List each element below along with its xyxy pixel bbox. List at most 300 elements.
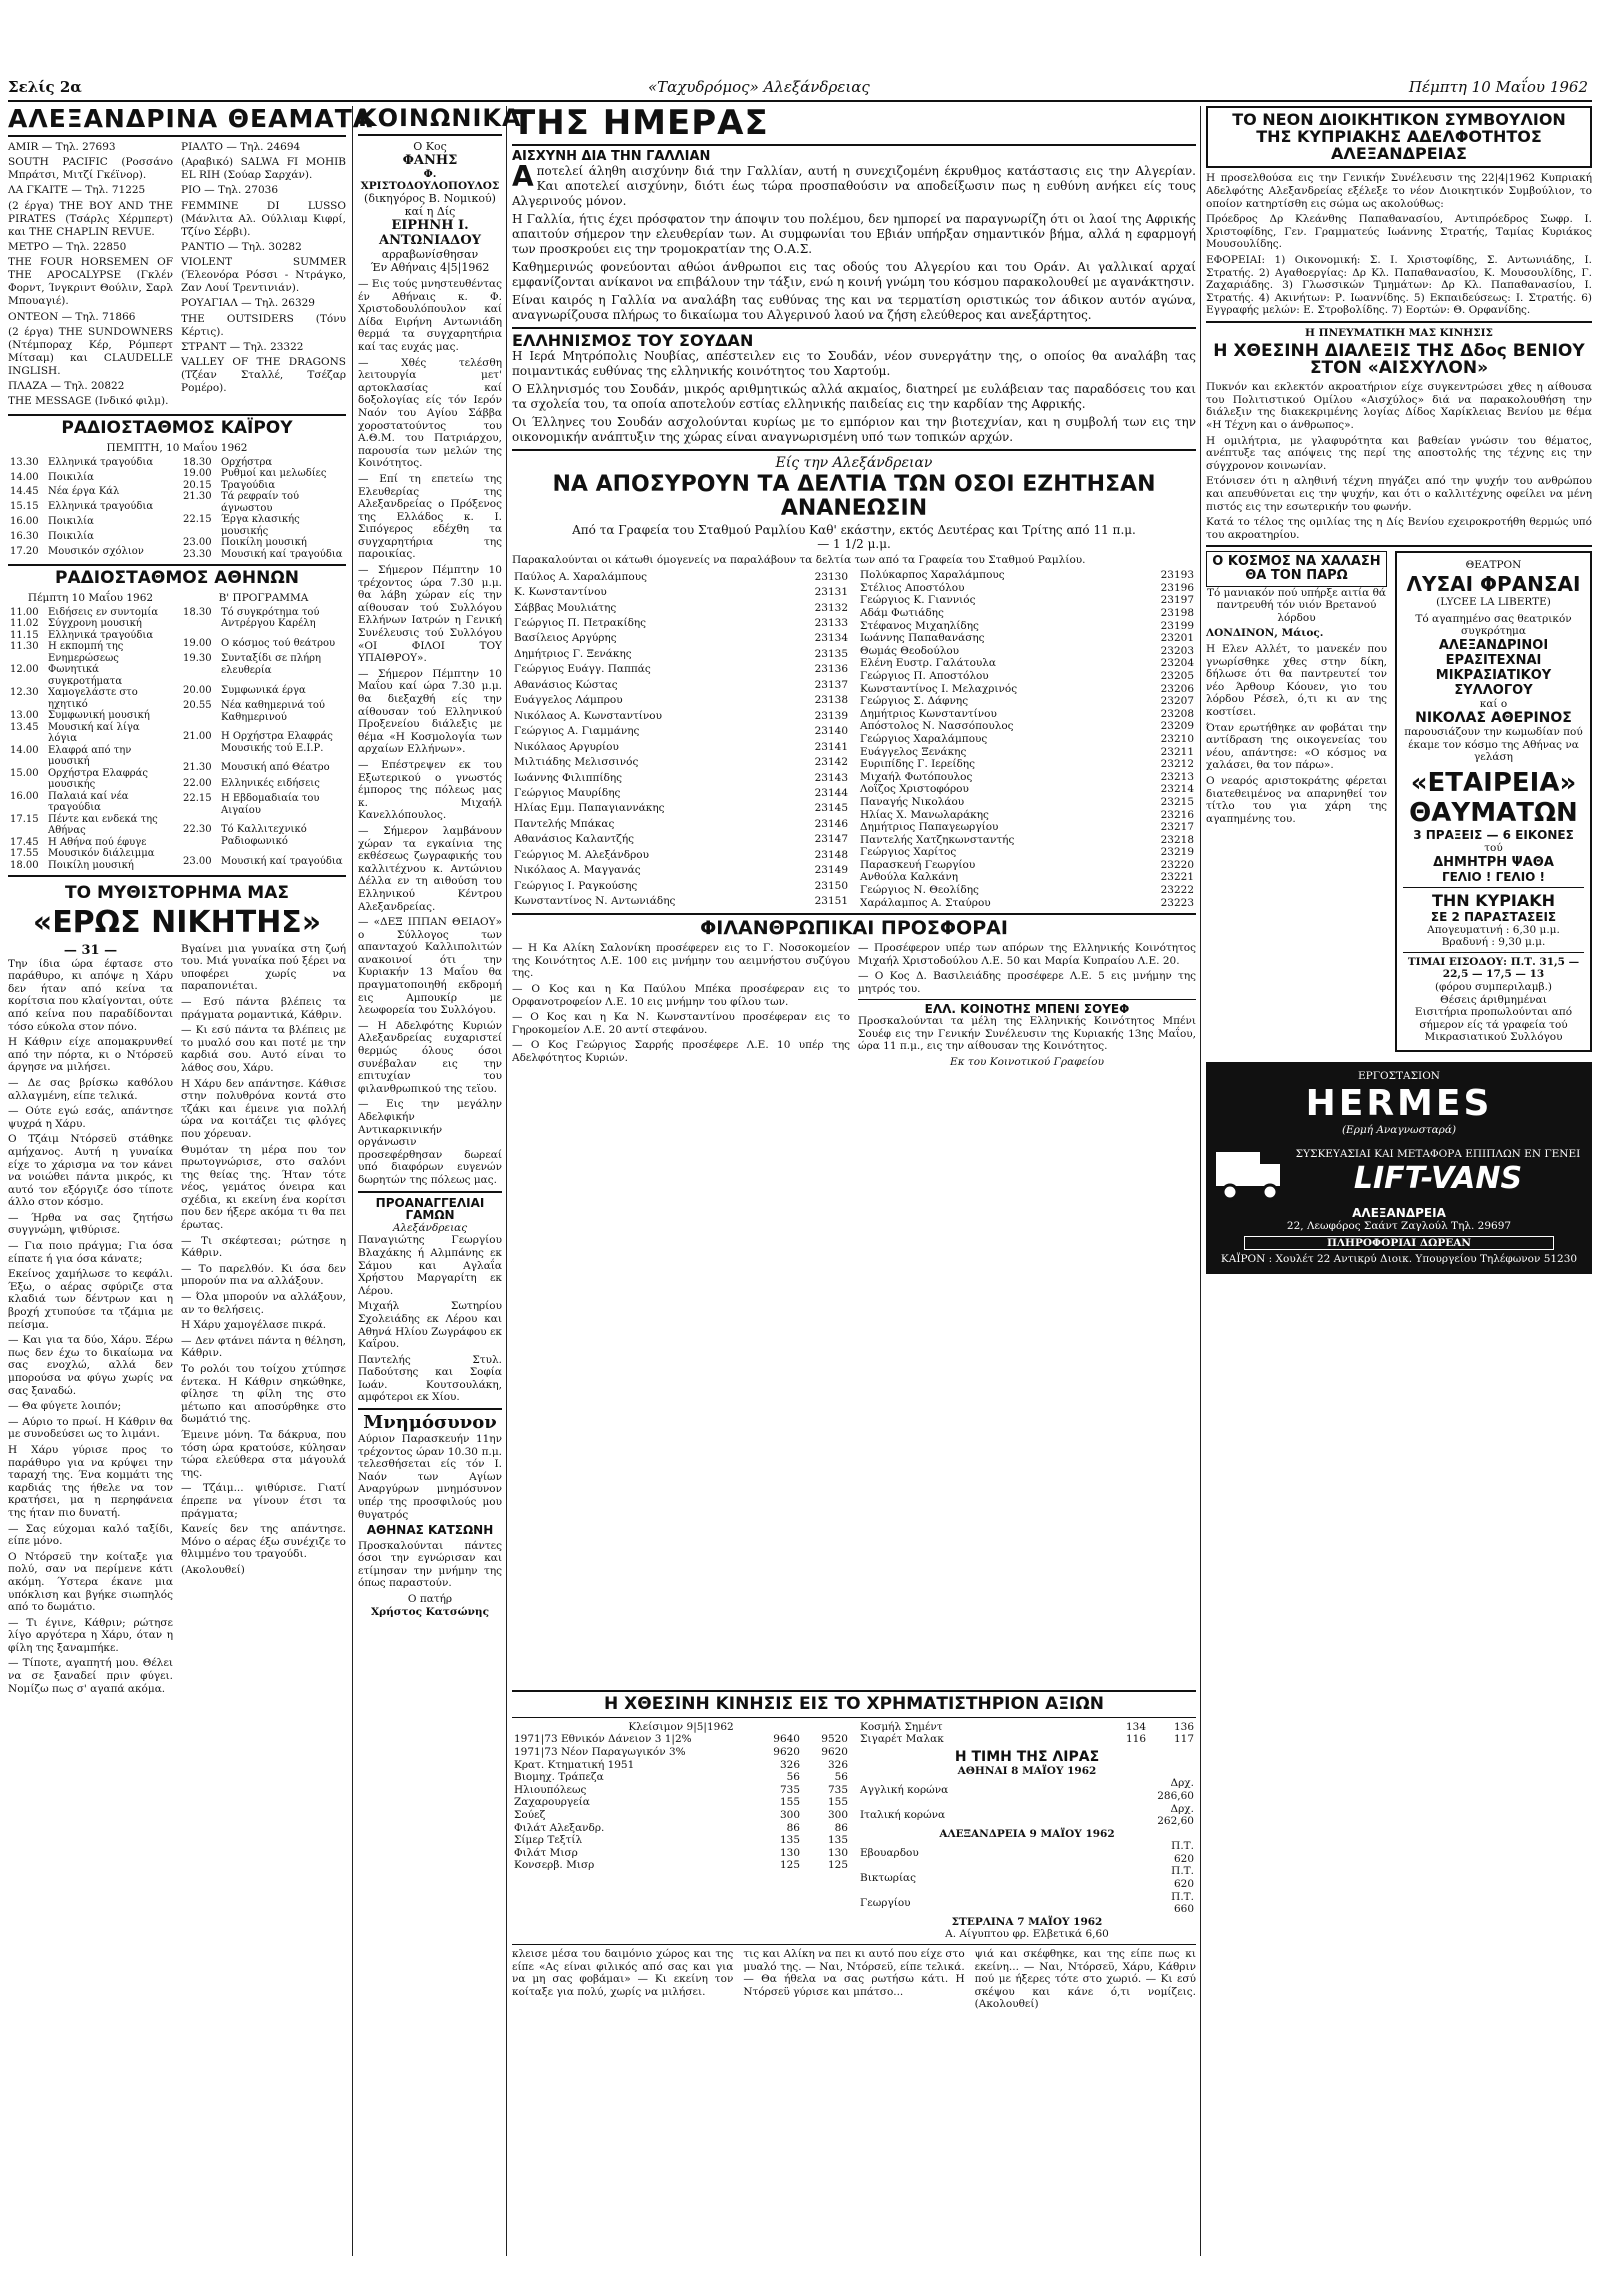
row-value: 23148	[814, 848, 848, 861]
schedule-time: 22.15	[183, 793, 212, 805]
wedding-item: Παναγιώτης Γεωργίου Βλαχάκης ή Αλμπάνης εκ Σάμου και Αγλαΐα Χρήστου Μαργαρίτη εκ Λέρου.	[358, 1234, 502, 1297]
row-value: 326	[827, 1758, 848, 1771]
article-paragraph: Η Ιερά Μητρόπολις Νουβίας, απέστειλεν εις το Σουδάν, νέον συνεργάτην της, ο οποίος θα αναλάβη τας ποιμαντικάς ευθύνας της ελληνικής κοινότητος του Χαρτούμ.	[512, 349, 1196, 379]
weddings-title: ΠΡΟΑΝΑΓΓΕΛΙΑΙ ΓΑΜΩΝ	[375, 1195, 485, 1223]
novel-paragraph: — Δε σας βρίσκω καθόλου αλλαγμένη, είπε τελικά.	[8, 1076, 173, 1102]
novel-paragraph: Το ρολόι του τοίχου χτύπησε έντεκα. Η Κάθριν σηκώθηκε, φίλησε τη φίλη της στο μέτωπο και αποσύρθηκε στο δωμάτιό της.	[181, 1363, 346, 1426]
cinema-listing: ΡΟΥΑΓΙΑΛ — Τηλ. 26329	[181, 297, 315, 310]
name-row	[858, 620, 1196, 633]
schedule-time: 23.00	[183, 537, 212, 549]
schedule-row	[181, 457, 346, 469]
row-value: 155	[827, 1796, 848, 1809]
memorial-signature-name: Χρήστος Κατσώνης	[371, 1605, 489, 1618]
exchange-row	[512, 1796, 850, 1809]
name-row	[858, 657, 1196, 670]
schedule-row	[181, 856, 346, 872]
row-label: Γεώργιος Ι. Ραγκούσης	[514, 879, 638, 892]
row-value: 9520	[821, 1733, 848, 1746]
row-value: 23216	[1160, 808, 1194, 821]
schedule-row	[181, 793, 346, 824]
schedule-time: 18.00	[10, 859, 39, 871]
row-value: 23221	[1160, 871, 1194, 884]
cairo-schedule-right	[181, 457, 346, 561]
schedule-time: 22.15	[183, 514, 212, 526]
cinema-listing: (Αραβικό) SALWA FI MOHIB EL RIH (Σούαρ Σαρχάν).	[181, 156, 346, 182]
cosmos-subtitle: Τό μανιακόν πού υπήρξε αιτία θά παντρευθή τόν υιόν Βρετανού λόρδου	[1207, 586, 1386, 624]
lira-row	[858, 1891, 1196, 1916]
schedule-time: 16.00	[10, 790, 39, 802]
cosmos-paragraph: Όταν ερωτήθηκε αν φοβάται την αντίδραση της οικογενείας του νέου, απάντησε: «Ο κόσμος να χαλάσει, θα τον πάρω».	[1206, 721, 1387, 772]
row-value: 9620	[773, 1746, 800, 1759]
novel-title: «ΕΡΩΣ ΝΙΚΗΤΗΣ»	[32, 905, 322, 941]
cinema-listing: ΣΤΡΑΝΤ — Τηλ. 23322	[181, 340, 304, 353]
schedule-row	[8, 768, 173, 791]
row-value: 23211	[1160, 745, 1194, 758]
novel-paragraph: — Τι σκέφτεσαι; ρώτησε η Κάθριν.	[181, 1234, 346, 1260]
row-value: 23213	[1160, 770, 1194, 783]
row-label: Ευάγγελος Λάμπρου	[514, 694, 623, 707]
schedule-time: 13.45	[10, 721, 39, 733]
weddings-list	[358, 1234, 502, 1404]
name-row	[512, 847, 850, 862]
schedule-row	[8, 710, 173, 722]
row-label: Αγγλική κορώνα	[860, 1783, 949, 1796]
row-value: 23140	[814, 725, 848, 738]
spiritual-paragraph: Πυκνόν και εκλεκτόν ακροατήριον είχε συγκεντρώσει χθες η αίθουσα του Πολιτιστικού Ομίλου «Αισχύλος» διά να παρακολουθήση την διάλεξιν της διακεκριμένης λογίας Δίδος Χαρίκλειας Βενίου με θέμα «Η Τέχνη και ο άνθρωπος».	[1206, 381, 1592, 431]
row-label: Παντελής Μπάκας	[514, 817, 615, 830]
exchange-table-right	[858, 1721, 1196, 1746]
novel-paragraph: — Το παρελθόν. Κι όσα δεν μπορούν πια να αλλάξουν.	[181, 1262, 346, 1288]
charity-list-right	[858, 942, 1196, 995]
theatre-and: καί ο	[1479, 697, 1508, 710]
social-item: — Εις την μεγάλην Αδελφικήν Αντικαρκινικήν οργάνωσιν προσεφέρθησαν δωρεαί υπό διαφόρων ευγενών δωρητών της πόλεως μας.	[358, 1098, 502, 1186]
novel-paragraph: Κανείς δεν της απάντησε. Μόνο ο αέρας έξω συνέχιζε το θλιμμένο του τραγούδι.	[181, 1523, 346, 1561]
schedule-row	[8, 630, 173, 642]
cinema-listing: VALLEY OF THE DRAGONS (Τζέαν Σταλλέ, Τσέζαρ Ρομέρο).	[181, 355, 346, 395]
schedule-row	[8, 687, 173, 710]
row-value: Π.Τ. 620	[1171, 1840, 1194, 1865]
lira-athens-date: ΑΘΗΝΑΙ 8 ΜΑΪΟΥ 1962	[957, 1764, 1097, 1777]
row-value: 23138	[814, 694, 848, 707]
row-value: 23214	[1160, 783, 1194, 796]
name-row	[858, 859, 1196, 872]
name-row	[512, 677, 850, 692]
memorial-signature-role: Ο πατήρ	[407, 1593, 453, 1606]
cinema-listing: (2 έργα) THE BOY AND THE PIRATES (Τσάρλς Χέρμπερτ) και THE CHAPLIN REVUE.	[8, 199, 173, 238]
hermes-info: ΠΛΗΡΟΦΟΡΙΑΙ ΔΩΡΕΑΝ	[1244, 1236, 1554, 1251]
hermes-address: 22, Λεωφόρος Σαάντ Ζαγλούλ Τηλ. 29697	[1286, 1220, 1512, 1233]
schedule-row	[8, 516, 173, 531]
hermes-ad	[1206, 1062, 1592, 1274]
row-label: Γεώργιος Κ. Γιαννιός	[860, 594, 976, 607]
schedule-time: 11.15	[10, 629, 39, 641]
article-algeria-text	[512, 159, 1196, 323]
cinema-listing: SOUTH PACIFIC (Ροσσάνο Μπράτσι, Μιτζί Γκέϊνορ).	[8, 156, 173, 182]
name-row	[512, 569, 850, 584]
name-row	[512, 708, 850, 723]
schedule-program: Νέα καθημερινά τού Καθημερινού	[221, 700, 325, 723]
schedule-time: 21.30	[183, 491, 212, 503]
article-sudan-title: ΕΛΛΗΝΙΣΜΟΣ ΤΟΥ ΣΟΥΔΑΝ	[512, 330, 754, 350]
cinema-listing: AMIR — Τηλ. 27693	[8, 141, 116, 153]
charity-item: — Ο Κος και η Κα Παύλου Μπέκα προσέφεραν εις το Ορφανοτροφείον Λ.Ε. 10 εις μνήμην του φίλου των.	[512, 982, 850, 1008]
theatre-kicker: ΘΕΑΤΡΟΝ	[1465, 559, 1522, 572]
cosmos-title: Ο ΚΟΣΜΟΣ ΝΑ ΧΑΛΑΣΗ ΘΑ ΤΟΝ ΠΑΡΩ	[1206, 551, 1387, 586]
schedule-row	[181, 607, 346, 638]
row-label: Δημήτριος Γ. Ξενάκης	[514, 647, 632, 660]
novel-paragraph: — Ήρθα να σας ζητήσω συγγνώμη, ψιθύρισε.	[8, 1211, 173, 1237]
row-value: 23217	[1160, 821, 1194, 834]
schedule-program: Ρυθμοί και μελωδίες	[221, 468, 327, 480]
row-label: Στέφανος Μιχαηλίδης	[860, 619, 979, 632]
schedule-program: Ποικίλη μουσική	[221, 537, 307, 549]
cinema-listing: (2 έργα) THE SUNDOWNERS (Ντέμποραχ Κέρ, Ρόμπερτ Μίτσαμ) και CLAUDELLE INGLISH.	[8, 325, 173, 377]
social-item: — Η Αδελφότης Κυριών Αλεξανδρείας ευχαριστεί θερμώς όλους όσοι συνέβαλαν εις την επιτυχίαν του φιλανθρωπικού της τεϊου.	[358, 1019, 502, 1095]
schedule-program: Συμφωνικά έργα	[221, 684, 306, 696]
schedule-row	[8, 860, 173, 872]
schedule-time: 14.45	[10, 486, 39, 498]
row-label: Σούεζ	[514, 1809, 546, 1821]
theatre-present: παρουσιάζουν την κωμωδίαν πού έκαμε τον κόσμο της Αθήνας να γελάση	[1404, 726, 1583, 764]
row-label: Κονσερβ. Μισρ	[514, 1859, 595, 1872]
row-value: 23136	[814, 663, 848, 676]
name-row	[858, 695, 1196, 708]
schedule-time: 21.00	[183, 731, 212, 743]
row-value: Π.Τ. 620	[1171, 1865, 1194, 1891]
union-title: ΕΛΛ. ΚΟΙΝΟΤΗΣ ΜΠΕΝΙ ΣΟΥΕΦ	[924, 1001, 1130, 1016]
exchange-section	[512, 1686, 1196, 2256]
theatre-sale: Εισιτήρια προπωλούνται από σήμερον είς τά γραφεία τού Μικρασιατικού Συλλόγου	[1414, 1006, 1573, 1044]
entertainment-banner: ΑΛΕΞΑΝΔΡΙΝΑ ΘΕΑΜΑΤΑ	[8, 104, 374, 133]
row-value: 23142	[814, 756, 848, 769]
schedule-program: Ορχήστρα Ελαφράς μουσικής	[48, 767, 148, 791]
row-value: 23134	[814, 632, 848, 645]
schedule-row	[181, 762, 346, 778]
charity-title: ΦΙΛΑΝΘΡΩΠΙΚΑΙ ΠΡΟΣΦΟΡΑΙ	[700, 917, 1008, 940]
row-label: Γεώργιος Π. Πετρακίδης	[514, 617, 647, 629]
schedule-program: Συνταξίδι σε πλήρη ελευθερία	[221, 653, 322, 676]
row-value: 23198	[1160, 607, 1194, 619]
row-label: Ιωάννης Φιλιππίδης	[514, 771, 622, 784]
name-row	[512, 631, 850, 646]
article-algeria-title: ΑΙΣΧΥΝΗ ΔΙΑ ΤΗΝ ΓΑΛΛΙΑΝ	[512, 149, 711, 164]
memorial-title: Μνημόσυνον	[363, 1412, 497, 1434]
theatre-author: ΔΗΜΗΤΡΗ ΨΑΘΑ	[1433, 854, 1554, 870]
row-label: Αδάμ Φωτιάδης	[860, 607, 944, 619]
social-item: — Επί τη επετείω της Ελευθερίας της Αλεξανδρείας ο Πρόξενος της Ελλάδος κ. Ι. Σιπόγερος εδέχθη τα συγχαρητήρια της παροικίας.	[358, 472, 502, 561]
row-label: Νικόλαος Α. Μαγγανάς	[514, 864, 641, 877]
name-row	[512, 894, 850, 910]
exchange-row	[512, 1847, 850, 1860]
row-value: 56	[786, 1771, 800, 1784]
schedule-time: 17.55	[10, 848, 39, 860]
schedule-program: Ελληνικά τραγούδια	[48, 456, 154, 468]
article-sudan-text	[512, 349, 1196, 445]
spiritual-paragraph: Η ομιλήτρια, με γλαφυρότητα και βαθείαν γνώσιν του θέματος, ανέπτυξε τας απόψεις της περί της αποστολής της τέχνης εις την σύγχρονον κοινωνίαν.	[1206, 434, 1592, 472]
column-social	[358, 104, 522, 2256]
novel-paragraph: Έμεινε μόνη. Τα δάκρυα, που τόση ώρα κρατούσε, κύλησαν τώρα ελεύθερα στα μάγουλά της.	[181, 1428, 346, 1479]
row-label: Κ. Κωνσταντίνου	[514, 586, 607, 599]
row-value: 23206	[1160, 682, 1194, 695]
row-label: Παύλος Α. Χαραλάμπους	[514, 570, 647, 583]
row-label: Κρατ. Κτηματική 1951	[514, 1758, 635, 1771]
schedule-program: Ελληνικές ειδήσεις	[221, 777, 320, 789]
theatre-evening: Βραδυνή : 9,30 μ.μ.	[1441, 936, 1546, 949]
row-value: 326	[779, 1758, 800, 1771]
schedule-time: 22.00	[183, 777, 212, 789]
schedule-program: Η Ορχήστρα Ελαφράς Μουσικής τού Ε.Ι.Ρ.	[221, 731, 333, 754]
article-paragraph: Ο Ελληνισμός του Σουδάν, μικρός αριθμητικώς αλλά ακμαίος, διατηρεί με ευλάβειαν τας παραδόσεις του και τα σχολεία του, τα οποία αποτελούν εστίας ελληνικής παιδείας εις την καρδίαν της Αφρικής.	[512, 382, 1196, 412]
lira-row	[858, 1865, 1196, 1890]
row-label: Αθανάσιος Καλαντζής	[514, 833, 635, 846]
schedule-row	[181, 468, 346, 480]
engagement-line: Φ. ΧΡΙΣΤΟΔΟΥΛΟΠΟΥΛΟΣ	[360, 168, 500, 192]
cinema-list-right	[181, 141, 346, 410]
schedule-program: Τά ρεφραίν τού άγνωστου	[221, 491, 300, 514]
row-value: 23207	[1160, 695, 1194, 708]
row-value: 155	[779, 1796, 800, 1809]
row-label: Βασίλειος Αργύρης	[514, 632, 617, 645]
cinema-listing: ΟΝΤΕΟΝ — Τηλ. 71866	[8, 310, 136, 323]
row-label: Πολύκαρπος Χαραλάμπους	[860, 569, 1005, 582]
wedding-item: Μιχαήλ Σωτηρίου Σχολειάδης εκ Λέρου και Αθηνά Ηλίου Ζωγράφου εκ Καΐρου.	[358, 1300, 502, 1351]
schedule-row	[181, 537, 346, 549]
lira-row	[858, 1803, 1196, 1828]
row-label: Γεώργιος Σ. Δάφνης	[860, 695, 969, 708]
schedule-row	[181, 480, 346, 492]
union-text: Προσκαλούνται τα μέλη της Ελληνικής Κοινότητος Μπένι Σουέφ εις την Γενικήν Συνέλευσιν της Κυριακής 13ης Μαΐου, ώρα 11 π.μ., εις την αίθουσαν της Κοινότητος.	[858, 1015, 1196, 1053]
schedule-row	[8, 546, 173, 561]
row-label: Ηλίας Εμμ. Παπαγιαννάκης	[514, 802, 665, 815]
exchange-row	[512, 1834, 850, 1847]
lira-alex-date: ΑΛΕΞΑΝΔΡΕΙΑ 9 ΜΑΪΟΥ 1962	[939, 1827, 1115, 1840]
novel-paragraph: — Τι έγινε, Κάθριν; ρώτησε λίγο αργότερα η Χάρυ, όταν η φίλη της ξαναμπήκε.	[8, 1616, 173, 1654]
theatre-author-by: τού	[1484, 842, 1503, 855]
memorial-text: Αύριον Παρασκευήν 11ην τρέχοντος ώραν 10.30 π.μ. τελεσθήσεται είς τόν Ι. Ναόν των Αγίων Αναργύρων μνημόσυνον υπέρ της προσφιλούς μου θυγατρός	[358, 1432, 502, 1521]
cairo-radio-date: ΠΕΜΠΤΗ, 10 Μαΐου 1962	[106, 442, 248, 455]
wedding-item: Παντελής Στυλ. Παδούτσης και Σοφία Ιωάν. Κουτσουλάκη, αμφότεροι εκ Χίου.	[358, 1353, 502, 1404]
row-label: Φιλάτ Μισρ	[514, 1846, 578, 1859]
column-entertainment	[8, 104, 374, 2256]
schedule-program: Ποικιλία	[48, 530, 94, 542]
lira-athens-table	[858, 1777, 1196, 1827]
row-value: 116	[1125, 1733, 1146, 1746]
article-paragraph: Είναι καιρός η Γαλλία να αναλάβη τας ευθύνας της και να τερματίση οριστικώς τον άδικον αυτόν αγώνα, αναγνωρίζουσα πλήρως το δικαίωμα του Αλγερινού λαού να ζήση ελεύθερος και ανεξάρτητος.	[512, 292, 1196, 322]
schedule-program: Τό Καλλιτεχνικό Ραδιοφωνικό	[221, 824, 307, 847]
novel-paragraph: — Τζάιμ... ψιθύρισε. Γιατί έπρεπε να γίνουν έτσι τα πράγματα;	[181, 1482, 346, 1520]
schedule-time: 14.00	[10, 471, 39, 483]
schedule-time: 15.00	[10, 767, 39, 779]
column-news	[512, 103, 1196, 1676]
schedule-row	[8, 501, 173, 516]
social-item: — Εις τούς μνηστευθέντας έν Αθήναις κ. Φ. Χριστοδουλόπουλον καί Δίδα Ειρήνη Αντωνιάδη θερμά τα συγχαρητήρια καί τας ευχάς μας.	[358, 278, 502, 353]
name-row	[512, 693, 850, 708]
schedule-row	[8, 848, 173, 860]
names-list-left	[512, 569, 850, 909]
cinema-listings	[8, 141, 346, 410]
schedule-row	[181, 653, 346, 684]
exchange-row	[512, 1771, 850, 1784]
schedule-time: 20.55	[183, 700, 212, 712]
name-row	[858, 733, 1196, 746]
novel-paragraph: — Κι εσύ πάντα τα βλέπεις με το μυαλό σου και ποτέ με την καρδιά σου. Αυτό είναι το λάθος σου, Χάρυ.	[181, 1024, 346, 1074]
row-value: 130	[779, 1846, 800, 1859]
theatre-play-line2: ΘΑΥΜΑΤΩΝ	[1409, 798, 1578, 829]
schedule-time: 11.00	[10, 606, 39, 618]
lira-alex-table	[858, 1840, 1196, 1916]
engagement-line: (δικηγόρος Β. Νομικού)	[364, 192, 496, 205]
name-row	[512, 770, 850, 785]
row-label: Αθανάσιος Κώστας	[514, 678, 618, 691]
exchange-row	[512, 1746, 850, 1759]
name-row	[858, 683, 1196, 696]
schedule-program: Ελληνικά τραγούδια	[48, 501, 154, 513]
lira-row	[858, 1840, 1196, 1865]
row-value: 23209	[1160, 720, 1194, 733]
row-label: Μιλτιάδης Μελισσινός	[514, 756, 639, 769]
masthead	[8, 78, 1592, 102]
charity-item: — Ο Κος Δ. Βασιλειάδης προσέφερε Λ.Ε. 5 εις μνήμην της μητρός του.	[858, 970, 1196, 995]
theatre-play-line1: «ΕΤΑΙΡΕΙΑ»	[1410, 768, 1577, 799]
cosmos-paragraph: Η Ελεν Αλλέτ, το μανεκέν που γνωρίσθηκε χθες στην δίκη, δήλωσε ότι θα παντρευτεί τον νέο Άρθουρ Κόουεν, γιο του λόρδου Ρέσελ, ό,τι κι αν της κοστίσει.	[1206, 642, 1387, 718]
row-value: 134	[1125, 1720, 1146, 1733]
theatre-ad	[1395, 551, 1592, 1052]
theatre-venue: ΛΥΣΑΙ ΦΡΑΝΣΑΙ	[1406, 571, 1581, 596]
row-value: 135	[779, 1834, 800, 1847]
row-value: 136	[1173, 1720, 1194, 1733]
row-value: Δρχ. 286,60	[1157, 1777, 1194, 1802]
row-label: Δημήτριος Παπαγεωργίου	[860, 821, 999, 834]
cyprus-paragraph: Πρόεδρος Δρ Κλεάνθης Παπαθανασίου, Αντιπρόεδρος Σωφρ. Ι. Χριστοφίδης, Γεν. Γραμματεύς Ιωάννης Στρατής, Ταμίας Κυριάκος Μουσουλίδης.	[1206, 213, 1592, 251]
schedule-program: Ειδήσεις εν συντομία	[48, 606, 159, 618]
weddings-subtitle: Αλεξάνδρειας	[392, 1221, 468, 1234]
schedule-program: Η Αθήνα πού έφυγε	[48, 836, 147, 848]
social-item: — Επέστρεψεν εκ του Εξωτερικού ο γνωστός έμπορος της πόλεως μας κ. Μιχαήλ Κανελλόπουλος.	[358, 758, 502, 822]
row-value: 23210	[1160, 732, 1194, 745]
schedule-row	[181, 514, 346, 537]
row-value: 23131	[814, 586, 848, 599]
theatre-actor: ΝΙΚΟΛΑΣ ΑΘΕΡΙΝΟΣ	[1415, 710, 1572, 727]
newspaper-page	[8, 6, 1592, 2269]
schedule-row	[181, 685, 346, 701]
schedule-program: Πέντε και ενδεκά της Αθήνας	[48, 813, 158, 837]
row-value: 86	[786, 1821, 800, 1834]
row-value: 23205	[1160, 669, 1194, 682]
row-value: 23215	[1160, 795, 1194, 808]
schedule-program: Μουσική καί λίγα λόγια	[48, 721, 140, 745]
row-value: 23150	[814, 879, 848, 892]
row-value: 23132	[814, 601, 848, 614]
schedule-program: Μουσική καί τραγούδια	[221, 548, 343, 560]
notice-intro: Παρακαλούνται οι κάτωθι όμογενείς να παραλάβουν τα δελτία των από τα Γραφεία του Σταθμού Ραμλίου.	[512, 553, 1086, 566]
row-label: Δημήτριος Κωνσταντίνου	[860, 707, 997, 720]
exchange-row	[512, 1859, 850, 1872]
row-label: Παρασκευή Γεωργίου	[860, 858, 976, 871]
row-label: Γεώργιος Μ. Αλεξάνδρου	[514, 848, 649, 861]
name-row	[858, 871, 1196, 884]
name-row	[858, 708, 1196, 721]
name-row	[512, 816, 850, 831]
row-label: Λοΐζος Χριστοφόρου	[860, 783, 969, 796]
name-row	[858, 569, 1196, 582]
novel-installment: — 31 —	[63, 942, 118, 958]
social-item: — Σήμερον λαμβάνουν χώραν τα εγκαίνια της εκθέσεως ζωγραφικής του καλλιτέχνου κ. Αντώνιου Δέλλα εν τη αιθούση του Ελληνικού Κέντρου Αλεξανδρείας.	[358, 824, 502, 913]
name-row	[858, 607, 1196, 620]
name-row	[858, 834, 1196, 847]
cinema-listing: THE FOUR HORSEMEN OF THE APOCALYPSE (Γκλέν Φορντ, Ίνγκριντ Θούλιν, Σαρλ Μπουαγιέ).	[8, 256, 173, 308]
schedule-row	[181, 731, 346, 762]
name-row	[512, 832, 850, 847]
schedule-time: 12.30	[10, 687, 39, 699]
row-label: Ευριπίδης Γ. Ιερείδης	[860, 758, 975, 771]
cyprus-paragraph: Η προσελθούσα εις την Γενικήν Συνέλευσιν της 22|4|1962 Κυπριακή Αδελφότης Αλεξανδρείας εξέλεξε το νέον Διοικητικόν Συμβούλιον, το οποίον κατηρτίσθη εις σώμα ως ακολούθως:	[1206, 172, 1592, 210]
article-paragraph: Οι Έλληνες του Σουδάν ασχολούνται κυρίως με το εμπόριον και την βιοτεχνίαν, και η συμβολή των εις την οικονομικήν ανάπτυξιν της χώρας είναι αναγνωρισμένη υπό των τοπικών αρχών.	[512, 415, 1196, 445]
name-row	[858, 758, 1196, 771]
schedule-program: Τό συγκρότημα τού Αντρέργου Καρέλη	[221, 606, 320, 630]
athens-schedule-right	[181, 607, 346, 872]
cyprus-text	[1206, 172, 1592, 317]
row-value: 23141	[814, 740, 848, 753]
serial-continuation-right: ψιά και σκέφθηκε, και της είπε πως κι εκείνη... — Ναι, Ντόρσεϋ, Χάρυ, Κάθριν πού με ήξερες τότε στο χωριό. — Κι εσύ σκέψου και κάνε ό,τι νομίζεις. (Ακολουθεί)	[974, 1948, 1196, 2011]
row-label: Σιγαρέτ Μαλακ	[860, 1733, 944, 1746]
schedule-time: 23.30	[183, 548, 212, 560]
row-value: Π.Τ. 660	[1171, 1890, 1194, 1916]
novel-paragraph: Βγαίνει μια γυναίκα στη ζωή του. Μιά γυναίκα πού ξέρει να υποφέρει χωρίς να παραπονιέται.	[181, 942, 346, 993]
schedule-time: 17.20	[10, 545, 39, 557]
novel-paragraph: — Εσύ πάντα βλέπεις τα πράγματα ρομαντικά, Κάθριν.	[181, 995, 346, 1021]
row-value: 23133	[814, 617, 848, 629]
schedule-program: Έργα κλασικής μουσικής	[221, 514, 300, 537]
novel-paragraph: — Σας εύχομαι καλό ταξίδι, είπε μόνο.	[8, 1522, 173, 1548]
row-value: 23196	[1160, 581, 1194, 594]
social-item: — Χθές τελέσθη λειτουργία μετ' αρτοκλασίας καί δοξολογίας είς τόν Ιερόν Ναόν του Αγίου Σάββα χοροστατούντος του Α.Θ.Μ. του Πατριάρχου, παρουσία των μελών της Κοινότητος.	[358, 356, 502, 470]
union-signature: Εκ του Κοινοτικού Γραφείου	[950, 1055, 1104, 1068]
lira-title: Η ΤΙΜΗ ΤΗΣ ΛΙΡΑΣ	[954, 1749, 1100, 1766]
cyprus-title: ΤΟ ΝΕΟΝ ΔΙΟΙΚΗΤΙΚΟΝ ΣΥΜΒΟΥΛΙΟΝ ΤΗΣ ΚΥΠΡΙΑΚΗΣ ΑΔΕΛΦΟΤΗΤΟΣ ΑΛΕΞΑΝΔΡΕΙΑΣ	[1206, 106, 1592, 168]
cinema-list-left	[8, 141, 173, 410]
row-value: 23145	[814, 802, 848, 815]
row-value: 23137	[814, 678, 848, 691]
row-label: Ηλιουπόλεως	[514, 1783, 587, 1796]
name-row	[858, 783, 1196, 796]
schedule-program: Μουσική καί τραγούδια	[221, 855, 343, 867]
row-value: 86	[834, 1821, 848, 1834]
novel-paragraph: — Θα φύγετε λοιπόν;	[8, 1400, 122, 1413]
name-row	[858, 632, 1196, 645]
novel-paragraph: Η Χάρυ γύρισε προς το παράθυρο για να κρύψει την ταραχή της. Ένα κομμάτι της καρδιάς της ήθελε να τον κρατήσει, μα η περηφάνεια της ήταν πιο δυνατή.	[8, 1443, 173, 1519]
schedule-time: 16.30	[10, 530, 39, 542]
schedule-row	[8, 531, 173, 546]
schedule-program: Χαμογελάστε στο ηχητικό	[48, 687, 138, 710]
schedule-time: 11.02	[10, 618, 39, 630]
name-row	[858, 720, 1196, 733]
serial-continuation-mid: τις και Αλίκη να πει κι αυτό που είχε στο μυαλό της. — Ναι, Ντόρσεϋ, είπε τελικά. — Θα ήθελα να σας ρωτήσω κάτι. Η Ντόρσεϋ γύρισε και μπάτσο...	[743, 1948, 965, 1998]
cosmos-dateline: ΛΟΝΔΙΝΟΝ, Μάιος.	[1206, 627, 1324, 640]
schedule-program: Ποικίλη μουσική	[48, 859, 134, 871]
row-value: 23193	[1160, 569, 1194, 582]
row-value: 735	[827, 1783, 848, 1796]
novel-paragraph: (Ακολουθεί)	[181, 1563, 245, 1576]
schedule-program: Ο κόσμος τού θεάτρου	[221, 637, 336, 649]
exchange-row	[512, 1822, 850, 1835]
novel-paragraph: Η Χάρυ χαμογέλασε πικρά.	[181, 1319, 327, 1332]
article-paragraph: Αποτελεί άληθη αισχύνην διά την Γαλλίαν, αυτή η συνεχιζομένη έκρυθμος κατάστασις εις την Αλγερίαν. Και αποτελεί αισχύνην, διότι έως τώρα προσπαθούσιν να αποδείξωσιν πως η ευθύνη ανήκει είς τους Αλγερινούς μόνον.	[512, 159, 1196, 208]
row-value: 130	[827, 1846, 848, 1859]
novel-text-right	[181, 943, 346, 1699]
schedule-program: Μουσικόν σχόλιον	[48, 545, 144, 557]
lira-row	[858, 1777, 1196, 1802]
row-label: Εβουαρδου	[860, 1846, 919, 1859]
